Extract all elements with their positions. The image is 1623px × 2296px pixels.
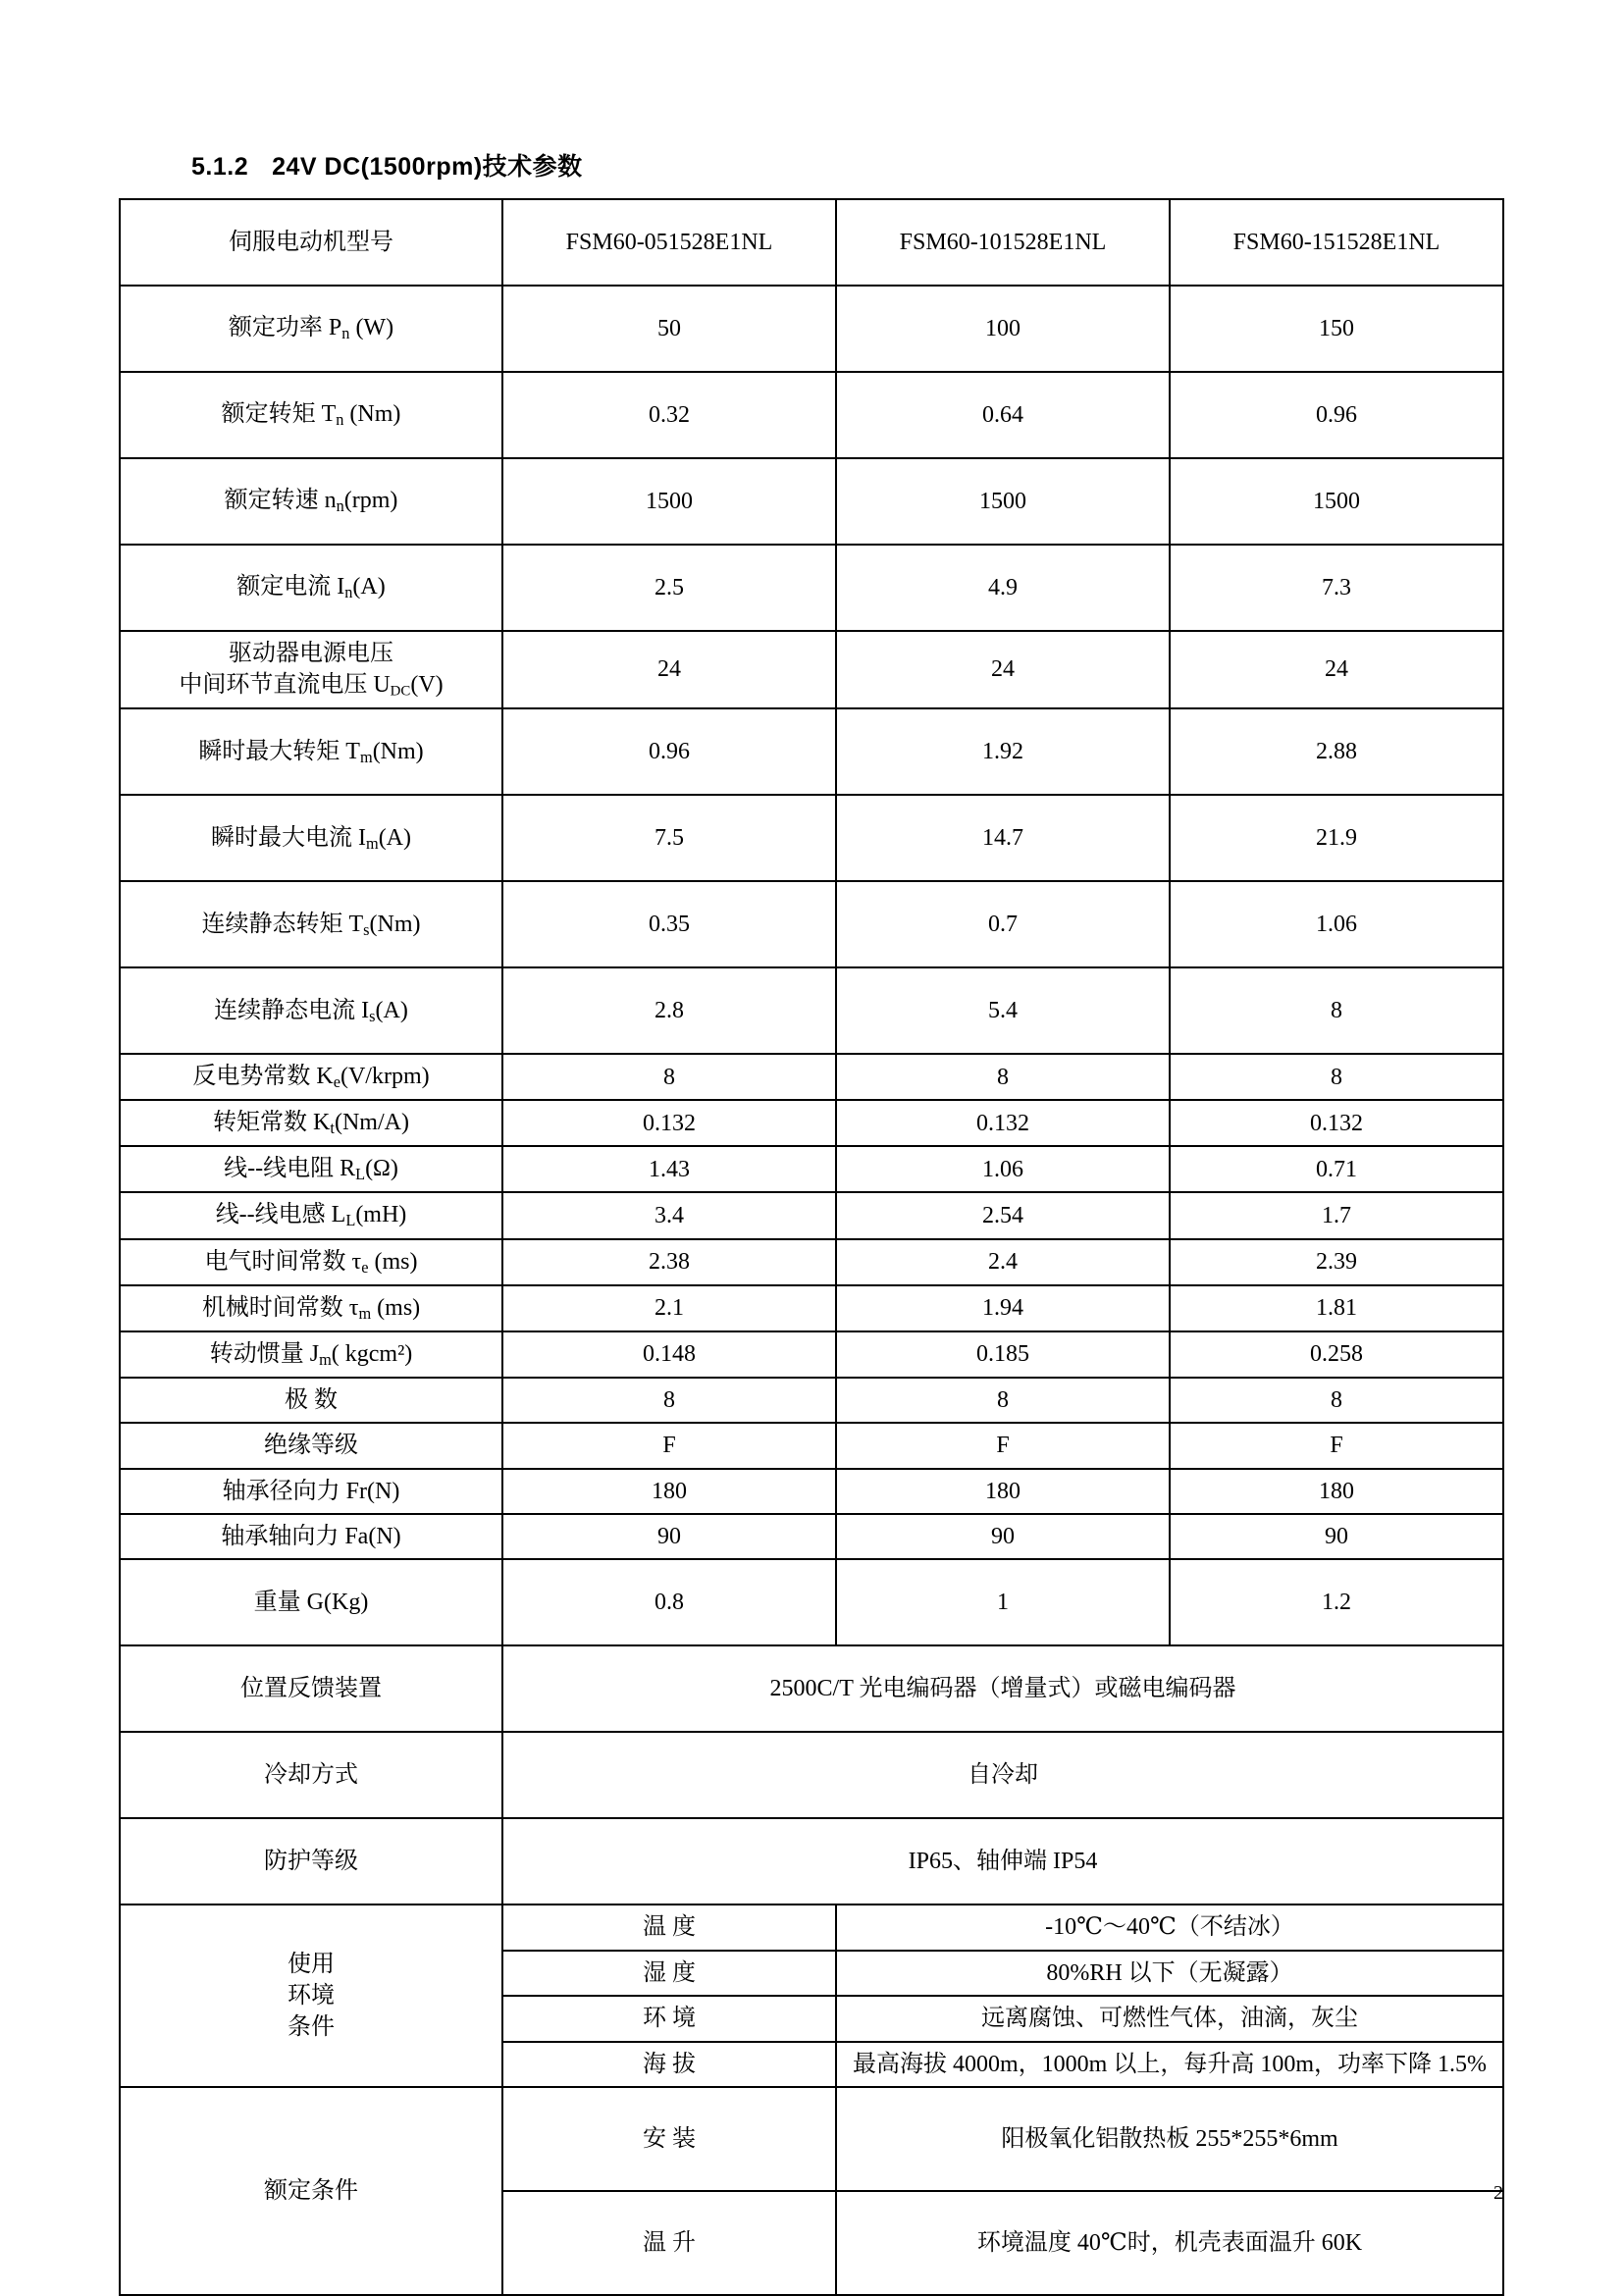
- row-value: 2.88: [1170, 708, 1503, 795]
- row-value: 1: [836, 1559, 1170, 1645]
- row-value: F: [1170, 1423, 1503, 1468]
- env-item-label: 环 境: [502, 1996, 836, 2041]
- section-number: 5.1.2: [191, 153, 249, 181]
- row-value: F: [502, 1423, 836, 1468]
- table-row: [120, 1146, 1503, 1192]
- header-model-2: FSM60-101528E1NL: [836, 199, 1170, 286]
- rated-item-value: 环境温度 40℃时，机壳表面温升 60K: [836, 2191, 1503, 2295]
- row-value: 1.7: [1170, 1192, 1503, 1238]
- row-value: 0.185: [836, 1331, 1170, 1378]
- row-value: 0.148: [502, 1331, 836, 1378]
- row-value: 0.96: [1170, 372, 1503, 458]
- rated-row: [120, 2087, 1503, 2191]
- row-label: 轴承径向力 Fr(N): [120, 1469, 502, 1514]
- env-item-value: 最高海拔 4000m，1000m 以上，每升高 100m，功率下降 1.5%: [836, 2042, 1503, 2087]
- table-row: [120, 545, 1503, 631]
- specification-table: [119, 198, 1504, 2296]
- row-value: 1.94: [836, 1285, 1170, 1331]
- row-value: 2.4: [836, 1239, 1170, 1285]
- row-value: 4.9: [836, 545, 1170, 631]
- table-row: [120, 1423, 1503, 1468]
- row-label: 连续静态电流 $I_s(A)$: [120, 967, 502, 1054]
- row-value: 1500: [836, 458, 1170, 545]
- row-value: 1.06: [836, 1146, 1170, 1192]
- row-value: 0.64: [836, 372, 1170, 458]
- row-value: 1.81: [1170, 1285, 1503, 1331]
- row-label: 额定转速 $n_n(rpm)$: [120, 458, 502, 545]
- row-value: 21.9: [1170, 795, 1503, 881]
- row-label: 轴承轴向力 Fa(N): [120, 1514, 502, 1559]
- row-value: 7.3: [1170, 545, 1503, 631]
- row-label: 位置反馈装置: [120, 1645, 502, 1732]
- row-value: 8: [1170, 1378, 1503, 1423]
- header-label: 伺服电动机型号: [120, 199, 502, 286]
- row-value: 90: [836, 1514, 1170, 1559]
- table-row: [120, 458, 1503, 545]
- env-item-label: 海 拔: [502, 2042, 836, 2087]
- row-label: 重量 G(Kg): [120, 1559, 502, 1645]
- row-value: 8: [836, 1378, 1170, 1423]
- row-label: 瞬时最大电流 $I_m(A)$: [120, 795, 502, 881]
- row-value: F: [836, 1423, 1170, 1468]
- row-label: 线--线电感 $L_L(mH)$: [120, 1192, 502, 1238]
- row-value: 8: [1170, 1054, 1503, 1100]
- row-value: 8: [836, 1054, 1170, 1100]
- row-value: 8: [502, 1054, 836, 1100]
- row-value: 1.43: [502, 1146, 836, 1192]
- row-value: 0.7: [836, 881, 1170, 967]
- row-value: 1.92: [836, 708, 1170, 795]
- row-label: 额定功率 $P_n$ (W): [120, 286, 502, 372]
- env-item-value: -10℃～40℃（不结冰）: [836, 1905, 1503, 1950]
- row-value: 2.1: [502, 1285, 836, 1331]
- row-value: 8: [1170, 967, 1503, 1054]
- table-row-merged: [120, 1818, 1503, 1905]
- row-value: 2.8: [502, 967, 836, 1054]
- row-value: 0.8: [502, 1559, 836, 1645]
- rated-group-title: 额定条件: [120, 2087, 502, 2295]
- row-value: 14.7: [836, 795, 1170, 881]
- row-value: 0.132: [502, 1100, 836, 1146]
- row-label: 反电势常数 $K_e(V/krpm)$: [120, 1054, 502, 1100]
- row-value: 180: [836, 1469, 1170, 1514]
- section-heading: [191, 147, 1505, 183]
- env-item-value: 80%RH 以下（无凝露）: [836, 1951, 1503, 1996]
- row-label: 防护等级: [120, 1818, 502, 1905]
- rated-item-label: 安 装: [502, 2087, 836, 2191]
- row-value: 24: [502, 631, 836, 708]
- table-row: [120, 795, 1503, 881]
- page-number: 2: [1493, 2182, 1503, 2204]
- row-value: 50: [502, 286, 836, 372]
- table-row: [120, 1469, 1503, 1514]
- row-label: 电气时间常数 $\tau_e$ (ms): [120, 1239, 502, 1285]
- row-value: 0.96: [502, 708, 836, 795]
- row-value-merged: 2500C/T 光电编码器（增量式）或磁电编码器: [502, 1645, 1503, 1732]
- row-value: 180: [1170, 1469, 1503, 1514]
- row-value: 0.35: [502, 881, 836, 967]
- row-value: 24: [1170, 631, 1503, 708]
- table-row: [120, 1559, 1503, 1645]
- rated-item-label: 温 升: [502, 2191, 836, 2295]
- table-row: [120, 1100, 1503, 1146]
- header-model-1: FSM60-051528E1NL: [502, 199, 836, 286]
- table-row: [120, 1054, 1503, 1100]
- row-value: 7.5: [502, 795, 836, 881]
- table-header-row: [120, 199, 1503, 286]
- row-value: 100: [836, 286, 1170, 372]
- header-model-3: FSM60-151528E1NL: [1170, 199, 1503, 286]
- row-value: 180: [502, 1469, 836, 1514]
- row-value: 1500: [502, 458, 836, 545]
- row-value: 90: [502, 1514, 836, 1559]
- table-row: [120, 1285, 1503, 1331]
- row-value: 2.54: [836, 1192, 1170, 1238]
- row-value: 0.132: [836, 1100, 1170, 1146]
- table-row: [120, 967, 1503, 1054]
- table-row-merged: [120, 1645, 1503, 1732]
- row-label: 连续静态转矩 $T_s(Nm)$: [120, 881, 502, 967]
- row-value: 2.39: [1170, 1239, 1503, 1285]
- table-row: [120, 708, 1503, 795]
- row-label: 额定转矩 $T_n$ (Nm): [120, 372, 502, 458]
- table-row-merged: [120, 1732, 1503, 1818]
- row-label: 绝缘等级: [120, 1423, 502, 1468]
- table-row: [120, 1514, 1503, 1559]
- row-value: 1.06: [1170, 881, 1503, 967]
- table-row: [120, 1331, 1503, 1378]
- env-item-label: 湿 度: [502, 1951, 836, 1996]
- table-row: [120, 1378, 1503, 1423]
- row-value: 1500: [1170, 458, 1503, 545]
- row-label: 机械时间常数 $\tau_m$ (ms): [120, 1285, 502, 1331]
- table-row: [120, 631, 1503, 708]
- row-value: 24: [836, 631, 1170, 708]
- row-value: 2.5: [502, 545, 836, 631]
- row-value: 1.2: [1170, 1559, 1503, 1645]
- row-label: 转矩常数 $K_t(Nm/A)$: [120, 1100, 502, 1146]
- row-value: 5.4: [836, 967, 1170, 1054]
- env-group-title: 使用 环境 条件: [120, 1905, 502, 2087]
- row-label: 转动惯量 $J_m$( kgcm²): [120, 1331, 502, 1378]
- rated-item-value: 阳极氧化铝散热板 255*255*6mm: [836, 2087, 1503, 2191]
- row-value: 0.132: [1170, 1100, 1503, 1146]
- row-label: 额定电流 $I_n(A)$: [120, 545, 502, 631]
- section-title: 24V DC(1500rpm)技术参数: [272, 153, 583, 181]
- row-label: 驱动器电源电压 中间环节直流电压 $U_{DC}(V)$: [120, 631, 502, 708]
- row-label: 极 数: [120, 1378, 502, 1423]
- env-item-label: 温 度: [502, 1905, 836, 1950]
- row-value: 8: [502, 1378, 836, 1423]
- table-row: [120, 286, 1503, 372]
- row-value: 3.4: [502, 1192, 836, 1238]
- row-value-merged: IP65、轴伸端 IP54: [502, 1818, 1503, 1905]
- table-row: [120, 372, 1503, 458]
- row-value: 0.71: [1170, 1146, 1503, 1192]
- row-value: 0.32: [502, 372, 836, 458]
- row-label: 冷却方式: [120, 1732, 502, 1818]
- row-value: 150: [1170, 286, 1503, 372]
- row-label: 瞬时最大转矩 $T_m(Nm)$: [120, 708, 502, 795]
- row-label: 线--线电阻 $R_L(\Omega)$: [120, 1146, 502, 1192]
- table-row: [120, 1239, 1503, 1285]
- row-value-merged: 自冷却: [502, 1732, 1503, 1818]
- table-row: [120, 1192, 1503, 1238]
- env-item-value: 远离腐蚀、可燃性气体，油滴，灰尘: [836, 1996, 1503, 2041]
- env-row: [120, 1905, 1503, 1950]
- row-value: 90: [1170, 1514, 1503, 1559]
- row-value: 0.258: [1170, 1331, 1503, 1378]
- row-value: 2.38: [502, 1239, 836, 1285]
- table-row: [120, 881, 1503, 967]
